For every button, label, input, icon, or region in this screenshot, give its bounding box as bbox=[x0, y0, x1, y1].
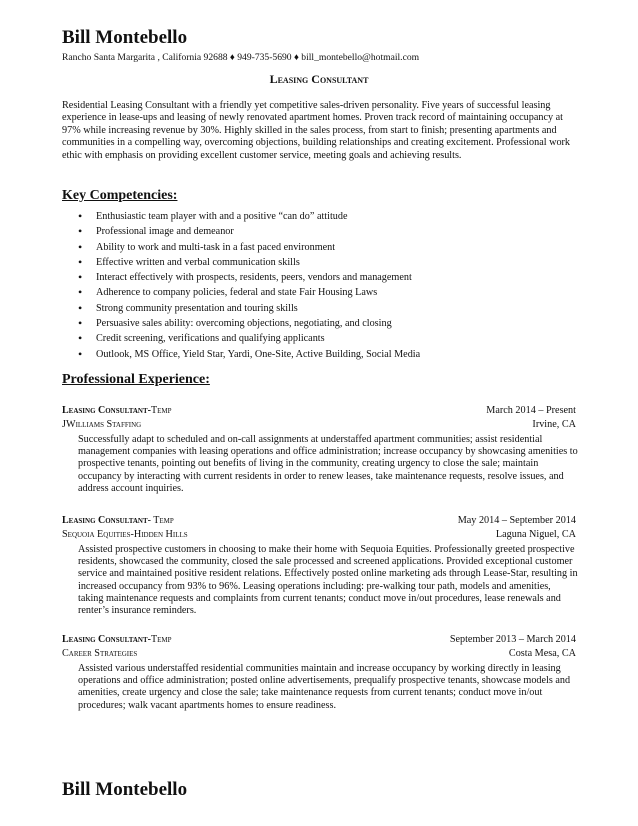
job-description: Assisted prospective customers in choosing to make their home with Sequoia Equities. Professionally greeted prospective residents, showcased the community, closed the sale processed and screened applications. Provided exceptional customer service and maintained positive resident relations. Effectively posted online marketing ads through Lease-Star, resulting in increased occupancy from 93% to 96%. Leasing operations including: pre-walking tour path, models and amenities, taking maintenance requests and complaints from current tenants; conduct move in/out procedures, lease renewals and renter’s insurance reminders. bbox=[78, 544, 578, 617]
footer-candidate-name: Bill Montebello bbox=[62, 779, 188, 800]
candidate-name: Bill Montebello bbox=[62, 27, 188, 48]
list-item: • Professional image and demeanor bbox=[62, 224, 420, 239]
list-item: • Enthusiastic team player with and a positive “can do” attitude bbox=[62, 209, 420, 224]
list-item: • Credit screening, verifications and qualifying applicants bbox=[62, 331, 420, 346]
job-title bbox=[62, 514, 174, 528]
job-location: Costa Mesa, CA bbox=[508, 648, 576, 659]
job-company: Sequoia Equities-Hidden Hills bbox=[62, 529, 188, 540]
list-item: • Effective written and verbal communication skills bbox=[62, 255, 420, 270]
job-dates: March 2014 – Present bbox=[486, 405, 576, 416]
job-entry bbox=[62, 633, 576, 712]
job-location: Irvine, CA bbox=[532, 419, 576, 430]
job-title bbox=[62, 404, 171, 418]
competencies-heading: Key Competencies: bbox=[62, 188, 178, 203]
job-description: Successfully adapt to scheduled and on-call assignments at understaffed apartment communities; assist residential management companies with leasing operations and office administration; increase occupancy by showcasing amenities to prospective tenants, pointing out benefits of living in the community, creating urgency to close the sale; maintain occupancy by interacting with current residents in order to renew leases, take maintenance requests, resolve issues, and address account inquiries. bbox=[78, 434, 578, 494]
list-item: • Persuasive sales ability: overcoming objections, negotiating, and closing bbox=[62, 316, 420, 331]
job-title bbox=[62, 633, 171, 647]
job-title-text: Leasing Consultant- bbox=[62, 634, 151, 645]
experience-heading: Professional Experience: bbox=[62, 372, 210, 387]
list-item: • Outlook, MS Office, Yield Star, Yardi, One-Site, Active Building, Social Media bbox=[62, 347, 420, 362]
contact-line: Rancho Santa Margarita , California 92688 ♦ 949-735-5690 ♦ bill_montebello@hotmail.com bbox=[62, 52, 420, 63]
job-target-title: Leasing Consultant bbox=[269, 72, 369, 86]
list-item: • Strong community presentation and touring skills bbox=[62, 301, 420, 316]
job-type: - Temp bbox=[147, 515, 174, 526]
job-dates: May 2014 – September 2014 bbox=[457, 515, 576, 526]
list-item: • Ability to work and multi-task in a fast paced environment bbox=[62, 240, 420, 255]
job-dates: September 2013 – March 2014 bbox=[449, 634, 576, 645]
professional-summary: Residential Leasing Consultant with a friendly yet competitive sales-driven personality. Five years of successful leasing experience in lease-ups and leasing of newly renovated apartment homes. Proven track record of maintaining occupancy at 97% while increasing revenue by 30%. Highly skilled in the sales process, from start to finish; presenting apartments and communities in a compelling way, overcoming objections, building relationships and creating excitement. Professional work ethic with emphasis on providing excellent customer service, meeting goals and achieving results. bbox=[62, 100, 571, 161]
job-type: Temp bbox=[150, 405, 172, 416]
list-item: • Adherence to company policies, federal and state Fair Housing Laws bbox=[62, 285, 420, 300]
job-location: Laguna Niguel, CA bbox=[495, 529, 576, 540]
job-entry bbox=[62, 404, 576, 495]
job-title-text: Leasing Consultant- bbox=[62, 405, 151, 416]
list-item: • Interact effectively with prospects, residents, peers, vendors and management bbox=[62, 270, 420, 285]
job-title-text: Leasing Consultant bbox=[62, 515, 148, 526]
competencies-list bbox=[62, 209, 420, 362]
job-type: Temp bbox=[150, 634, 172, 645]
job-entry bbox=[62, 514, 576, 617]
job-description: Assisted various understaffed residential communities maintain and increase occupancy by working directly in leasing operations and office administration; posted online advertisements, prequalify prospective tenants, showcase models and amenities, create urgency and close the sale; take maintenance requests from current tenants; conduct move in/out procedures; walk vacant apartments homes to ensure readiness. bbox=[78, 663, 571, 711]
job-company: Career Strategies bbox=[62, 648, 138, 659]
job-company: JWilliams Staffing bbox=[62, 419, 142, 430]
